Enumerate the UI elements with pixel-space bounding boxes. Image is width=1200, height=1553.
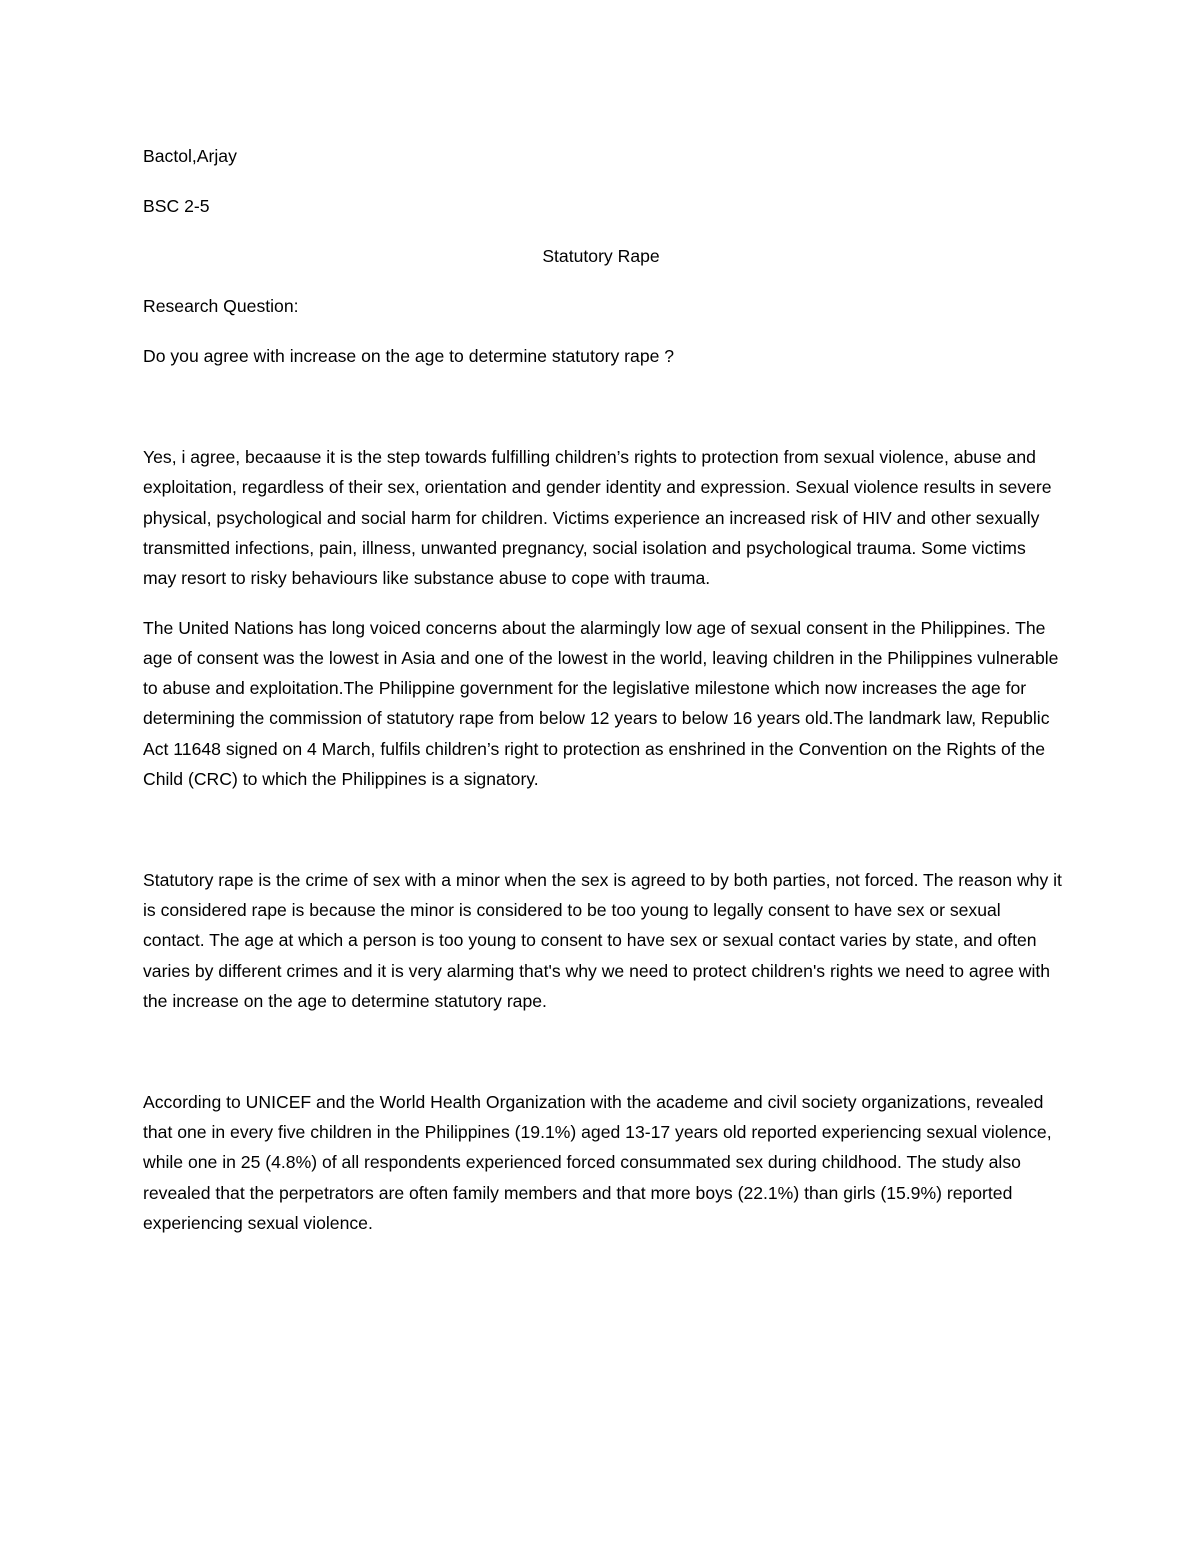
document-body: [143, 141, 1063, 1238]
document-title: Statutory Rape: [542, 246, 660, 266]
paragraph-statistics: According to UNICEF and the World Health Organization with the academe and civil society organizations, revealed that one in every five children in the Philippines (19.1%) aged 13-17 years old reported experiencing sexual violence, while one in 25 (4.8%) of all respondents experienced forced consummated sex during childhood. The study also revealed that the perpetrators are often family members and that more boys (22.1%) than girls (15.9%) reported experiencing sexual violence.: [143, 1092, 1052, 1233]
paragraph-united-nations: The United Nations has long voiced concerns about the alarmingly low age of sexual consent in the Philippines. The age of consent was the lowest in Asia and one of the lowest in the world, leaving children in the Philippines vulnerable to abuse and exploitation.The Philippine government for the legislative milestone which now increases the age for determining the commission of statutory rape from below 12 years to below 16 years old.The landmark law, Republic Act 11648 signed on 4 March, fulfils children’s right to protection as enshrined in the Convention on the Rights of the Child (CRC) to which the Philippines is a signatory.: [143, 617, 1059, 789]
paragraph-definition: Statutory rape is the crime of sex with a minor when the sex is agreed to by both parties, not forced. The reason why it is considered rape is because the minor is considered to be too young to legally consent to have sex or sexual contact. The age at which a person is too young to consent to have sex or sexual contact varies by state, and often varies by different crimes and it is very alarming that's why we need to protect children's rights we need to agree with the increase on the age to determine statutory rape.: [143, 870, 1062, 1011]
research-question: Do you agree with increase on the age to determine statutory rape ?: [143, 346, 675, 366]
author-name: Bactol,Arjay: [143, 146, 237, 166]
course-section: BSC 2-5: [143, 196, 210, 216]
research-question-label: Research Question:: [143, 296, 299, 316]
paragraph-agreement: Yes, i agree, becaause it is the step towards fulfilling children’s rights to protection from sexual violence, abuse and exploitation, regardless of their sex, orientation and gender identity and expression. Sexual violence results in severe physical, psychological and social harm for children. Victims experience an increased risk of HIV and other sexually transmitted infections, pain, illness, unwanted pregnancy, social isolation and psychological trauma. Some victims may resort to risky behaviours like substance abuse to cope with trauma.: [143, 447, 1052, 589]
